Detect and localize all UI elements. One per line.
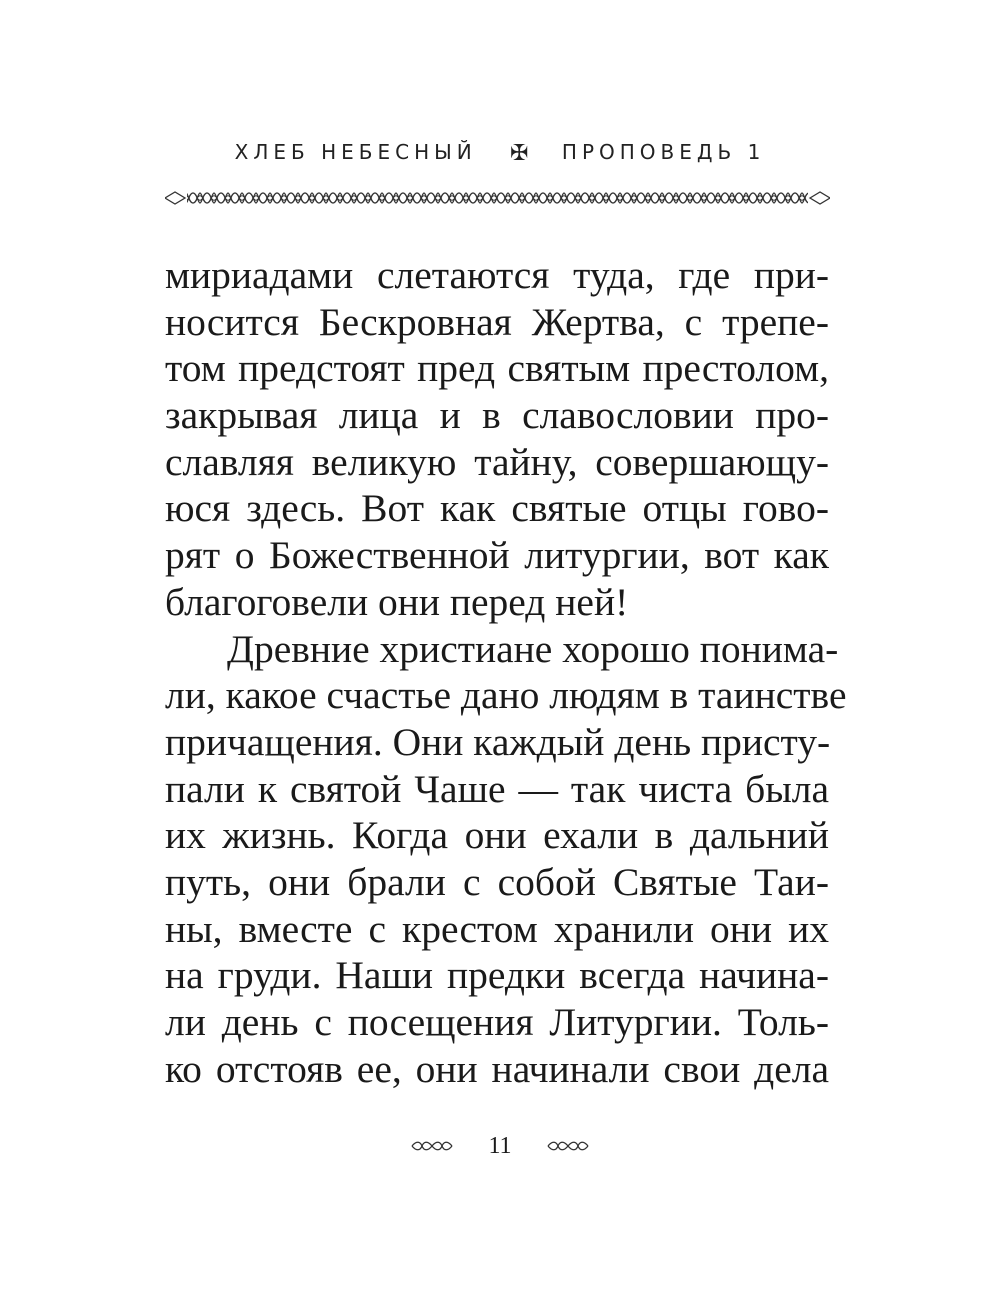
text-line: ли день с посещения Литургии. Толь- [165,1000,829,1044]
text-line: ли, какое счастье дано людям в таинстве [165,673,847,718]
text-line: славляя великую тайну, совершающу- [165,439,829,484]
running-head-title: ХЛЕБ НЕБЕСНЫЙ [234,140,477,164]
knot-ornament-icon [546,1139,590,1153]
text-line: Древние христиане хорошо понима- [227,626,839,671]
running-head-chapter: ПРОПОВЕДЬ 1 [561,140,766,164]
text-line: на груди. Наши предки всегда начина- [165,953,829,998]
page-number: 11 [488,1132,512,1159]
text-line: их жизнь. Когда они ехали в дальний [165,813,829,858]
text-line: ко отстояв ее, они начинали свои дела [165,1046,829,1091]
text-line: ны, вместе с крестом хранили они их [165,906,829,951]
text-line: юся здесь. Вот как святые отцы гово- [165,486,829,531]
text-line: мириадами слетаются туда, где при- [165,253,829,297]
knot-ornament-icon [410,1139,454,1153]
text-line: путь, они брали с собой Святые Таи- [165,859,829,904]
text-line: пали к святой Чаше — так чиста была [165,766,829,811]
folio [0,1132,1000,1160]
body-text [165,252,847,1092]
text-line: причащения. Они каждый день присту- [165,719,831,764]
running-head [0,140,1000,165]
text-line: носится Бескровная Жертва, с трепе- [165,299,829,344]
text-line: закрывая лица и в славословии про- [165,393,829,438]
text-line: благоговели они перед ней! [165,579,629,624]
text-line: том предстоят пред святым престолом, [165,346,829,391]
interlace-ornament-rule [165,186,830,210]
text-line: рят о Божественной литургии, вот как [165,533,829,578]
cross-icon: ✠ [510,141,529,166]
